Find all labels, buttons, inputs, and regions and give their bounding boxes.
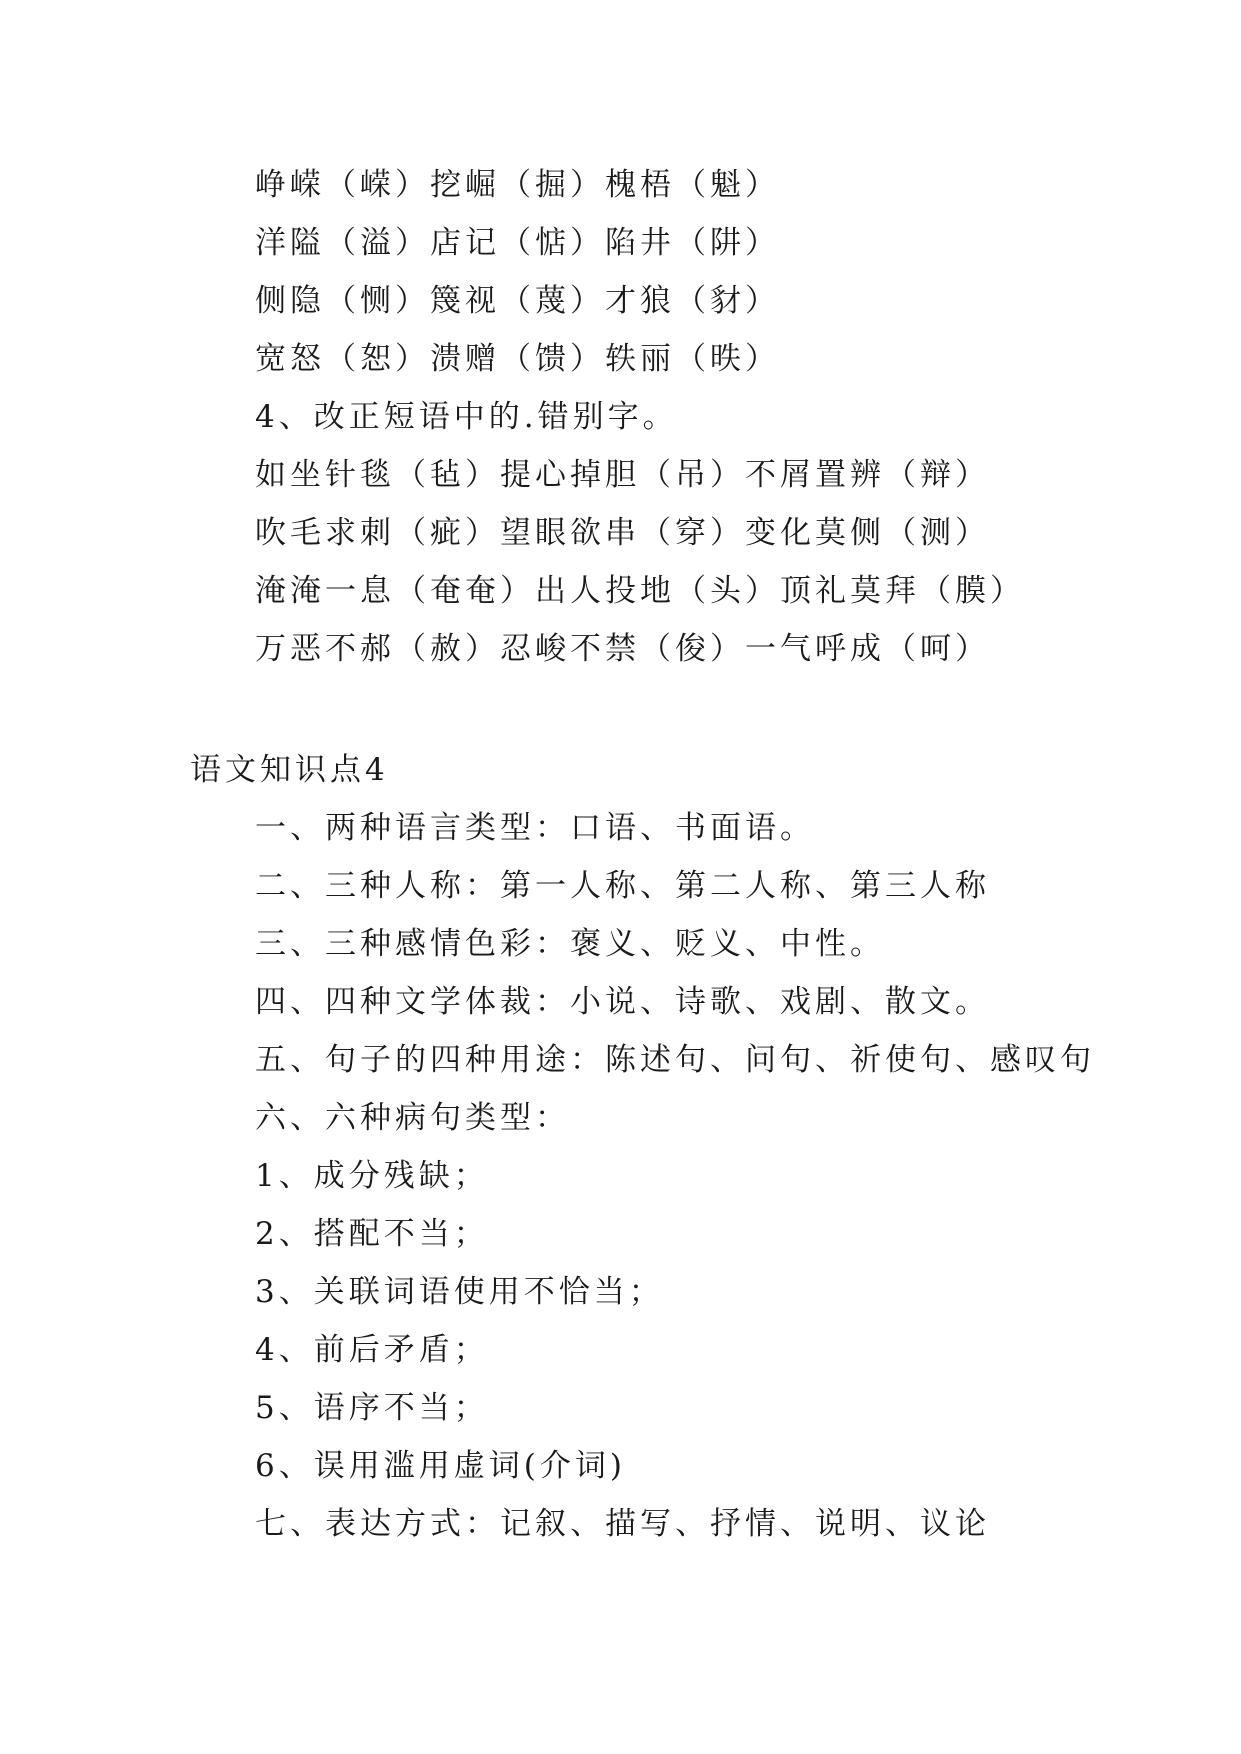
text-line: 吹毛求刺（疵）望眼欲串（穿）变化莫侧（测） [255,515,990,551]
text-line: 三、三种感情色彩：褒义、贬义、中性。 [255,926,885,962]
text-line: 6、误用滥用虚词(介词) [255,1448,626,1484]
text-line: 一、两种语言类型：口语、书面语。 [255,810,815,846]
text-line: 4、改正短语中的.错别字。 [255,399,678,435]
text-line: 六、六种病句类型： [255,1100,570,1136]
text-line: 峥嵘（嵘）挖崛（掘）槐梧（魁） [255,167,780,203]
text-line: 四、四种文学体裁：小说、诗歌、戏剧、散文。 [255,984,990,1020]
text-line: 淹淹一息（奄奄）出人投地（头）顶礼莫拜（膜） [255,573,1025,609]
text-line: 5、语序不当； [255,1390,489,1426]
text-line: 宽怒（恕）溃赠（馈）轶丽（昳） [255,341,780,377]
text-line: 五、句子的四种用途：陈述句、问句、祈使句、感叹句 [255,1042,1095,1078]
text-line: 1、成分残缺； [255,1158,489,1194]
text-line: 2、搭配不当； [255,1216,489,1252]
text-line: 4、前后矛盾； [255,1332,489,1368]
text-line: 侧隐（恻）篾视（蔑）才狼（豺） [255,283,780,319]
text-line: 万恶不郝（赦）忍峻不禁（俊）一气呼成（呵） [255,631,990,667]
text-line: 二、三种人称：第一人称、第二人称、第三人称 [255,868,990,904]
text-line: 七、表达方式：记叙、描写、抒情、说明、议论 [255,1506,990,1542]
section-heading: 语文知识点4 [190,752,389,788]
text-line: 洋隘（溢）店记（惦）陷井（阱） [255,225,780,261]
text-line: 3、关联词语使用不恰当； [255,1274,664,1310]
text-line: 如坐针毯（毡）提心掉胆（吊）不屑置辨（辩） [255,457,990,493]
